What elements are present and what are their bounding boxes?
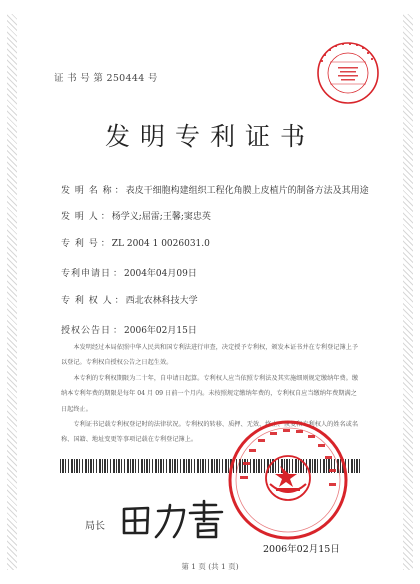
page-number: 第 1 页 (共 1 页) [181, 562, 239, 571]
registration-seal-stamp [315, 40, 381, 106]
field-value: ZL 2004 1 0026031.0 [111, 239, 210, 249]
fine-print-paragraph: 本发明经过本局依照中华人民共和国专利法进行审查，决定授予专利权，颁发本证书并在专利登记簿上予以登记。专利权自授权公告之日起生效。 [61, 344, 359, 367]
certificate-number: 证 书 号 第 250444 号 [54, 73, 158, 84]
fine-print-paragraph: 本专利的专利权期限为二十年，自申请日起算。专利权人应当依照专利法及其实施细则规定缴纳年费。缴纳本专利年费的期限是每年 04 月 09 日前一个月内。未按照规定缴纳年费的，专利权自应当缴纳年费期满之日起终止。 [61, 374, 359, 413]
decorative-border-right [403, 14, 413, 570]
field-application-date: 专利申请日 ： 2004年04月09日 [61, 266, 197, 279]
field-value: 西北农林科技大学 [125, 296, 198, 306]
issue-date: 2006年02月15日 [263, 544, 340, 555]
field-grant-date: 授权公告日 ： 2006年02月15日 [61, 323, 197, 336]
director-signature [118, 497, 228, 541]
field-patentee: 专 利 权 人 ： 西北农林科技大学 [61, 293, 198, 306]
fine-print-paragraph: 专利证书记载专利权登记时的法律状况。专利权的转移、质押、无效、终止、恢复和专利权人的姓名或名称、国籍、地址变更等事项记载在专利登记簿上。 [61, 421, 359, 444]
field-value: 杨学义;屈雷;王馨;窦忠英 [111, 212, 211, 222]
field-label: 专利申请日 [61, 269, 112, 279]
official-seal-stamp [226, 418, 350, 542]
field-value: 2004年04月09日 [124, 269, 197, 279]
field-invention-title: 发 明 名 称 ： 表皮干细胞构建组织工程化角膜上皮植片的制备方法及其用途 [61, 183, 369, 196]
field-label: 发 明 名 称 [61, 186, 113, 196]
field-label: 专 利 号 [61, 239, 99, 249]
field-value: 2006年02月15日 [124, 326, 197, 336]
field-patent-number: 专 利 号 ： ZL 2004 1 0026031.0 [61, 236, 210, 249]
director-label: 局长 [85, 521, 105, 532]
field-value: 表皮干细胞构建组织工程化角膜上皮植片的制备方法及其用途 [125, 186, 369, 196]
page-title: 发明专利证书 [104, 122, 315, 151]
decorative-border-left [7, 14, 17, 570]
field-label: 专 利 权 人 [61, 296, 113, 306]
field-label: 发 明 人 [61, 212, 99, 222]
field-label: 授权公告日 [61, 326, 112, 336]
field-inventors: 发 明 人 ： 杨学义;屈雷;王馨;窦忠英 [61, 209, 211, 222]
